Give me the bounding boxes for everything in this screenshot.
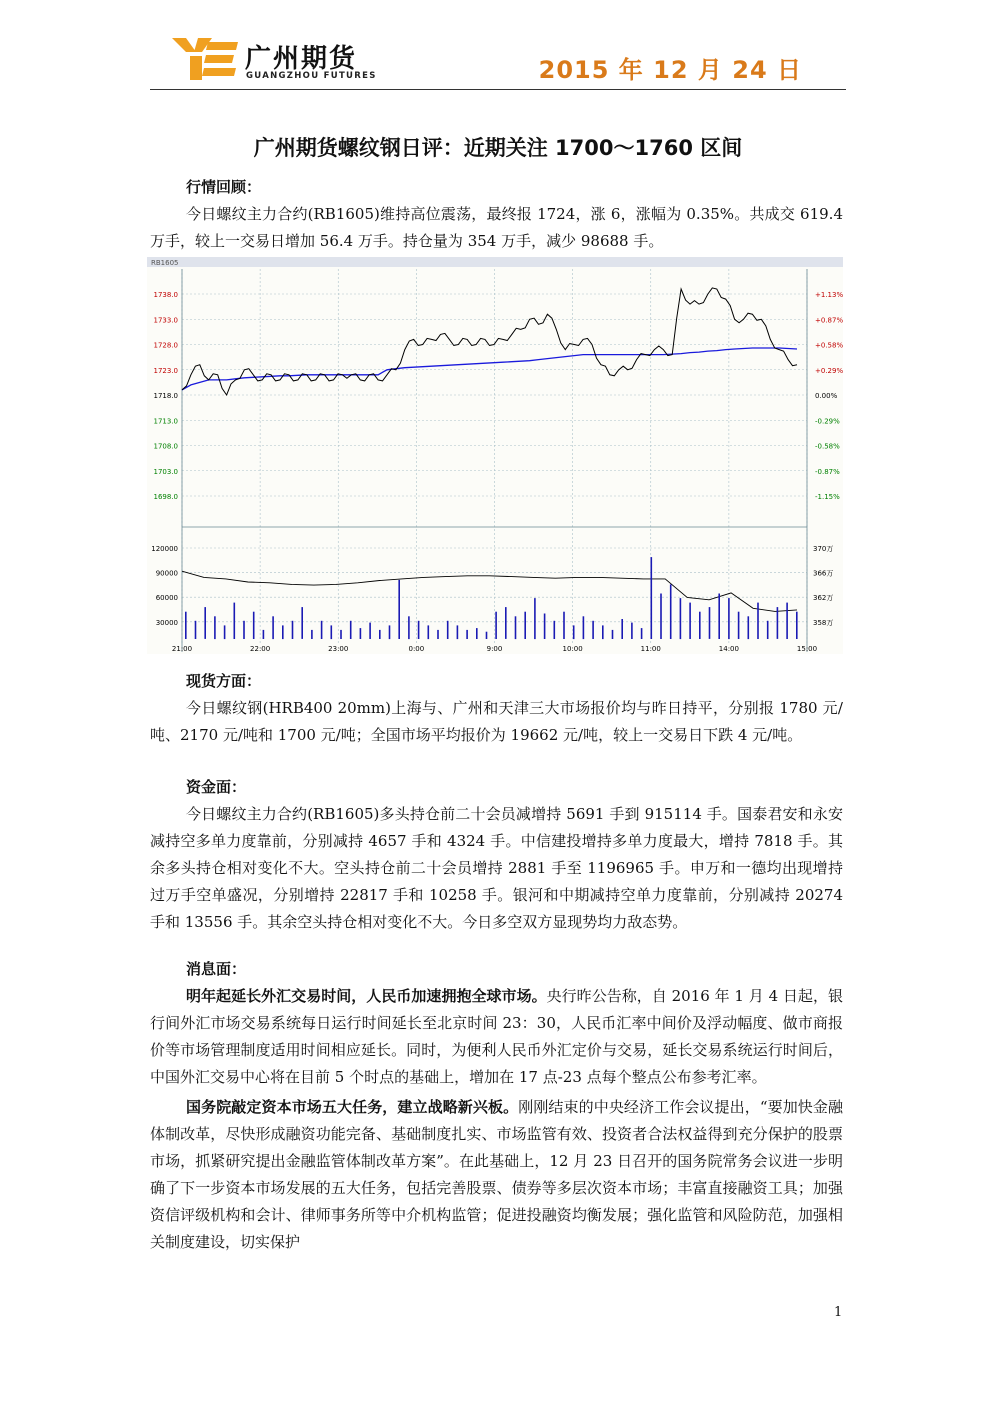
pct-tick-label: -0.87% [815, 467, 840, 476]
volume-bar [398, 580, 400, 639]
pct-tick-label: 0.00% [815, 392, 838, 400]
price-tick-label: 1718.0 [153, 392, 178, 400]
volume-bar [350, 621, 352, 639]
volume-bar [612, 630, 614, 639]
volume-bar [515, 616, 517, 639]
volume-bar [282, 625, 284, 639]
spot-text: 今日螺纹钢(HRB400 20mm)上海与、广州和天津三大市场报价均与昨日持平，分别报 1780 元/吨、2170 元/吨和 1700 元/吨；全国市场平均报价为 19662 元/吨，较上一交易日下跌 4 元/吨。 [150, 699, 843, 744]
price-tick-label: 1728.0 [153, 341, 178, 350]
review-heading: 行情回顾： [186, 178, 262, 196]
news-item-1-headline: 明年起延长外汇交易时间，人民币加速拥抱全球市场。 [186, 987, 547, 1005]
news-item-1 [150, 983, 843, 1091]
funds-heading: 资金面： [186, 778, 247, 796]
news-item-2-headline: 国务院敲定资本市场五大任务，建立战略新兴板。 [186, 1098, 519, 1116]
volume-bar [253, 612, 255, 639]
logo-text-cn: 广州期货 [245, 44, 358, 74]
volume-bar [360, 628, 362, 639]
volume-bar [204, 607, 206, 639]
volume-tick-label: 120000 [151, 545, 178, 553]
time-tick-label: 22:00 [250, 645, 271, 653]
oi-tick-label: 362万 [813, 594, 834, 603]
time-tick-label: 10:00 [562, 645, 583, 653]
time-tick-label: 9:00 [486, 645, 503, 653]
time-tick-label: 23:00 [328, 645, 349, 653]
volume-bar [234, 603, 236, 639]
funds-text: 今日螺纹主力合约(RB1605)多头持仓前二十会员减增持 5691 手到 915114 手。国泰君安和永安减持空多单力度靠前，分别减持 4657 手和 4324 手。中信建投增持多单力度最大，增持 7818 手。其余多头持仓相对变化不大。空头持仓前二十会员增持 2881 手至 1196965 手。申万和一德均出现增持过万手空单盛况，分别增持 22817 手和 10258 手。银河和中期减持空单力度靠前，分别减持 20274 手和 13556 手。其余空头持仓相对变化不大。今日多空双方显现势均力敌态势。 [150, 805, 843, 931]
report-date: 2015 年 12 月 24 日 [538, 56, 802, 84]
volume-bar [718, 594, 720, 640]
volume-bar [670, 584, 672, 639]
volume-bar [651, 557, 653, 639]
volume-bar [428, 625, 430, 639]
volume-bar [185, 612, 187, 639]
page-header [150, 28, 846, 90]
volume-bar [767, 621, 769, 639]
volume-bar [534, 598, 536, 639]
volume-bar [340, 630, 342, 639]
time-tick-label: 14:00 [718, 645, 739, 653]
volume-bar [292, 621, 294, 639]
volume-bar [224, 625, 226, 639]
volume-bar [321, 621, 323, 639]
pct-tick-label: -0.58% [815, 442, 840, 451]
news-heading: 消息面： [186, 960, 247, 978]
volume-bar [748, 616, 750, 639]
intraday-chart [147, 257, 843, 654]
volume-bar [709, 607, 711, 639]
volume-bar [457, 625, 459, 639]
time-tick-label: 21:00 [171, 645, 193, 653]
volume-bar [379, 630, 381, 639]
volume-bar [573, 625, 575, 639]
volume-bar [476, 628, 478, 639]
price-tick-label: 1708.0 [153, 442, 178, 451]
page-title: 广州期货螺纹钢日评：近期关注 1700～1760 区间 [253, 136, 743, 160]
volume-bar [602, 625, 604, 639]
volume-bar [408, 616, 410, 639]
price-tick-label: 1738.0 [153, 291, 178, 299]
pct-tick-label: +1.13% [815, 291, 843, 299]
time-tick-label: 0:00 [408, 645, 425, 653]
price-tick-label: 1723.0 [153, 366, 178, 375]
volume-bar [796, 612, 798, 639]
header-rule [150, 89, 846, 90]
volume-bar [592, 621, 594, 639]
oi-tick-label: 370万 [813, 545, 834, 553]
volume-bar [301, 607, 303, 639]
volume-bar [583, 616, 585, 639]
volume-bar [699, 612, 701, 639]
price-tick-label: 1703.0 [153, 467, 178, 476]
page-number: 1 [834, 1305, 843, 1320]
review-section [150, 174, 843, 255]
pct-tick-label: -0.29% [815, 417, 840, 426]
volume-bar [466, 630, 468, 639]
review-text: 今日螺纹主力合约(RB1605)维持高位震荡，最终报 1724，涨 6，涨幅为 0.35%。共成交 619.4 万手，较上一交易日增加 56.4 万手。持仓量为 354 万手，减少 98688 手。 [150, 205, 843, 250]
volume-bar [689, 603, 691, 639]
volume-bar [660, 594, 662, 640]
volume-bar [524, 612, 526, 639]
pct-tick-label: +0.87% [815, 316, 843, 325]
spot-heading: 现货方面： [186, 672, 262, 690]
volume-bar [243, 621, 245, 639]
volume-tick-label: 60000 [155, 594, 178, 603]
svg-text:RB1605: RB1605 [151, 259, 179, 267]
price-tick-label: 1698.0 [153, 493, 178, 501]
oi-tick-label: 366万 [813, 569, 834, 578]
volume-bar [786, 603, 788, 639]
volume-bar [631, 623, 633, 639]
time-tick-label: 15:00 [796, 645, 818, 653]
guangzhou-futures-logo-icon [172, 38, 238, 80]
pct-tick-label: +0.58% [815, 341, 843, 350]
volume-bar [563, 612, 565, 639]
time-tick-label: 11:00 [640, 645, 661, 653]
volume-bar [544, 614, 546, 640]
volume-bar [389, 625, 391, 639]
news-item-2 [150, 1094, 843, 1256]
logo-text-en: GUANGZHOU FUTURES [246, 71, 377, 81]
volume-bar [331, 625, 333, 639]
volume-bar [486, 632, 488, 639]
volume-bar [738, 612, 740, 639]
volume-bar [777, 607, 779, 639]
volume-bar [369, 623, 371, 639]
volume-bar [641, 628, 643, 639]
funds-section [150, 774, 843, 936]
volume-bar [214, 616, 216, 639]
volume-bar [728, 598, 730, 639]
news-section [150, 956, 843, 1256]
volume-bar [418, 621, 420, 639]
volume-bar [757, 603, 759, 639]
volume-bar [447, 621, 449, 639]
spot-section [150, 668, 843, 749]
volume-bar [621, 619, 623, 639]
volume-bar [195, 621, 197, 639]
price-tick-label: 1713.0 [153, 417, 178, 426]
volume-bar [311, 630, 313, 639]
oi-tick-label: 358万 [813, 618, 834, 627]
volume-tick-label: 90000 [155, 569, 178, 578]
pct-tick-label: -1.15% [815, 493, 840, 501]
volume-bar [495, 612, 497, 639]
volume-bar [263, 630, 265, 639]
volume-bar [554, 621, 556, 639]
pct-tick-label: +0.29% [815, 366, 843, 375]
price-tick-label: 1733.0 [153, 316, 178, 325]
volume-bar [505, 607, 507, 639]
news-item-1-body: 央行昨公告称，自 2016 年 1 月 4 日起，银行间外汇市场交易系统每日运行时间延长至北京时间 23：30，人民币汇率中间价及浮动幅度、做市商报价等市场管理制度适用时间相应延长。同时，为便利人民币外汇定价与交易，延长交易系统运行时间后，中国外汇交易中心将在目前 5 个时点的基础上，增加在 17 点-23 点每个整点公布参考汇率。 [150, 987, 843, 1086]
volume-tick-label: 30000 [155, 618, 178, 627]
volume-bar [437, 630, 439, 639]
volume-bar [272, 616, 274, 639]
volume-bar [680, 598, 682, 639]
news-item-2-body: 刚刚结束的中央经济工作会议提出，“要加快金融体制改革，尽快形成融资功能完备、基础制度扎实、市场监管有效、投资者合法权益得到充分保护的股票市场，抓紧研究提出金融监管体制改革方案”。在此基础上，12 月 23 日召开的国务院常务会议进一步明确了下一步资本市场发展的五大任务，包括完善股票、债券等多层次资本市场；丰富直接融资工具；加强资信评级机构和会计、律师事务所等中介机构监管；促进投融资均衡发展；强化监管和风险防范，加强相关制度建设，切实保护 [150, 1098, 843, 1251]
